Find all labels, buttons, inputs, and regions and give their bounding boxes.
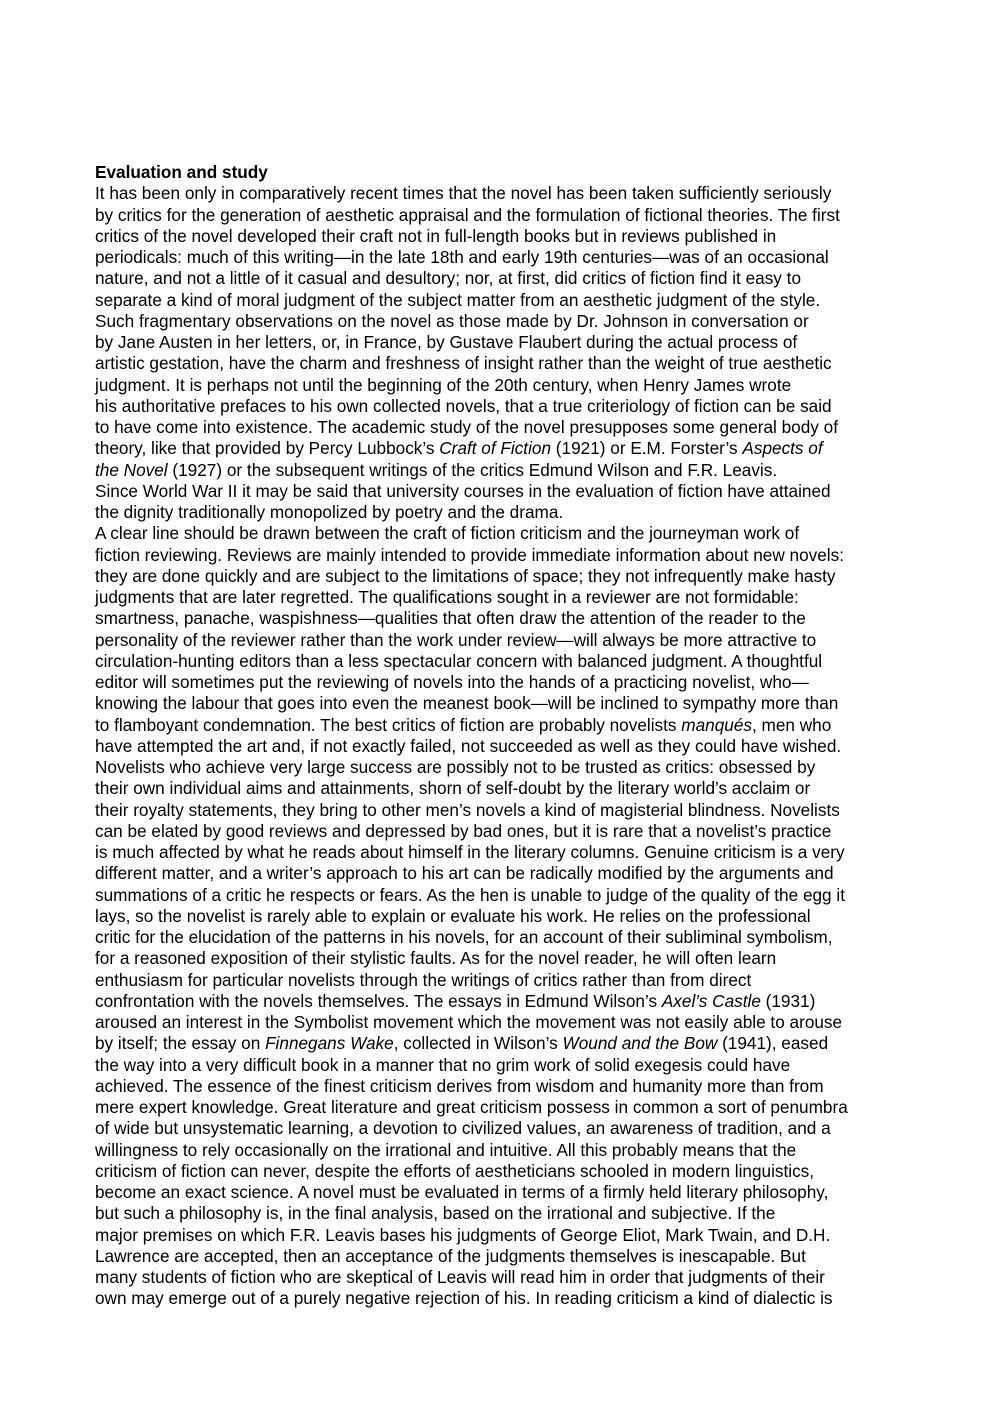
text-run: but such a philosophy is, in the final analysis, based on the irrational and subjective. If the [95,1203,776,1224]
text-run: by critics for the generation of aesthetic appraisal and the formulation of fictional theories. The first [95,204,840,225]
text-run: can be elated by good reviews and depressed by bad ones, but it is rare that a novelist’s practice [95,820,832,841]
text-line [95,502,925,523]
text-run: knowing the labour that goes into even the meanest book—will be inclined to sympathy more than [95,693,839,714]
text-line [95,906,925,927]
text-run: personality of the reviewer rather than the work under review—will always be more attractive to [95,629,817,650]
italic-title: Wound and the Bow [562,1033,718,1054]
text-run: smartness, panache, waspishness—qualities that often draw the attention of the reader to the [95,608,806,629]
text-run: willingness to rely occasionally on the irrational and intuitive. All this probably means that the [95,1139,797,1160]
text-run: of wide but unsystematic learning, a devotion to civilized values, an awareness of tradition, and a [95,1118,831,1139]
text-run: circulation-hunting editors than a less spectacular concern with balanced judgment. A thoughtful [95,650,823,671]
text-line [95,417,925,438]
text-line [95,1033,925,1054]
text-line [95,183,925,204]
text-run: mere expert knowledge. Great literature and great criticism possess in common a sort of penumbra [95,1097,848,1117]
text-run: editor will sometimes put the reviewing of novels into the hands of a practicing novelist, who— [95,672,809,692]
italic-title: Aspects of [742,438,823,459]
text-run: summations of a critic he respects or fears. As the hen is unable to judge of the quality of the egg it [95,884,845,905]
text-run: fiction reviewing. Reviews are mainly intended to provide immediate information about new novels: [95,544,844,565]
text-line [95,1182,925,1203]
italic-title: the Novel [95,459,168,480]
text-line [95,247,925,268]
text-run: by Jane Austen in her letters, or, in France, by Gustave Flaubert during the actual process of [95,332,798,352]
text-line [95,991,925,1012]
text-run: (1921) or E.M. Forster’s [551,438,743,459]
text-line [95,970,925,991]
text-run: critic for the elucidation of the patterns in his novels, for an account of their subliminal symbolism, [95,927,833,947]
text-line [95,460,925,481]
text-line [95,1097,925,1118]
text-line [95,1246,925,1267]
text-run: criticism of fiction can never, despite the efforts of aestheticians schooled in modern linguistics, [95,1160,815,1181]
text-run: lays, so the novelist is rarely able to explain or evaluate his work. He relies on the professional [95,905,811,926]
text-run: major premises on which F.R. Leavis bases his judgments of George Eliot, Mark Twain, and D.H. [95,1224,831,1245]
text-run: A clear line should be drawn between the craft of fiction criticism and the journeyman work of [95,523,800,544]
text-line [95,290,925,311]
text-run: Since World War II it may be said that university courses in the evaluation of fiction have attained [95,480,831,501]
text-line [95,268,925,289]
text-run: is much affected by what he reads about himself in the literary columns. Genuine criticism is a very [95,842,845,862]
text-line [95,885,925,906]
text-line [95,693,925,714]
text-run: Novelists who achieve very large success are possibly not to be trusted as critics: obsessed by [95,757,816,777]
text-run: to flamboyant condemnation. The best critics of fiction are probably novelists [95,714,682,735]
text-line [95,481,925,502]
text-line [95,587,925,608]
text-run: artistic gestation, have the charm and freshness of insight rather than the weight of true aesthetic [95,353,832,374]
document-page [95,162,925,1310]
text-line [95,1012,925,1033]
text-line [95,311,925,332]
text-run: critics of the novel developed their craft not in full-length books but in reviews published in [95,225,777,246]
italic-title: Finnegans Wake [265,1033,394,1054]
text-run: the way into a very difficult book in a manner that no grim work of solid exegesis could have [95,1054,791,1075]
text-run: , collected in Wilson’s [393,1033,563,1054]
text-line [95,1161,925,1182]
text-run: nature, and not a little of it casual and desultory; nor, at first, did critics of fiction find it easy to [95,268,802,289]
text-run: (1931) [760,990,816,1011]
text-run: periodicals: much of this writing—in the late 18th and early 19th centuries—was of an occasional [95,247,829,267]
text-run: the dignity traditionally monopolized by poetry and the drama. [95,502,564,522]
text-line [95,205,925,226]
text-run: It has been only in comparatively recent times that the novel has been taken sufficiently seriously [95,183,832,204]
text-line [95,608,925,629]
text-line [95,332,925,353]
text-run: enthusiasm for particular novelists through the writings of critics rather than from direct [95,969,752,990]
text-line [95,1118,925,1139]
text-line [95,821,925,842]
text-run: Such fragmentary observations on the novel as those made by Dr. Johnson in conversation or [95,310,809,331]
text-line [95,1140,925,1161]
text-line [95,778,925,799]
text-run: (1941), eased [717,1033,829,1054]
text-line [95,523,925,544]
text-line [95,800,925,821]
italic-title: manqués [681,714,752,735]
text-line [95,630,925,651]
text-run: , men who [752,714,832,735]
text-line [95,566,925,587]
text-run: have attempted the art and, if not exactly failed, not succeeded as well as they could have wished. [95,735,842,756]
text-line [95,927,925,948]
text-run: judgments that are later regretted. The qualifications sought in a reviewer are not formidable: [95,587,799,607]
text-line [95,715,925,736]
italic-title: Axel’s Castle [661,990,761,1011]
text-line [95,1076,925,1097]
text-run: achieved. The essence of the finest criticism derives from wisdom and humanity more than from [95,1075,824,1096]
text-run: theory, like that provided by Percy Lubbock’s [95,438,440,459]
text-run: many students of fiction who are skeptical of Leavis will read him in order that judgments of their [95,1267,825,1287]
text-line [95,438,925,459]
text-run: become an exact science. A novel must be evaluated in terms of a firmly held literary philosophy, [95,1182,829,1202]
text-line [95,353,925,374]
text-run: their own individual aims and attainments, shorn of self-doubt by the literary world’s acclaim or [95,778,811,799]
text-line [95,1225,925,1246]
text-line [95,948,925,969]
body-text [95,183,925,1309]
text-run: separate a kind of moral judgment of the subject matter from an aesthetic judgment of the style. [95,289,821,310]
text-line [95,1055,925,1076]
text-line [95,651,925,672]
text-line [95,672,925,693]
text-run: for a reasoned exposition of their stylistic faults. As for the novel reader, he will often learn [95,948,777,969]
text-run: aroused an interest in the Symbolist movement which the movement was not easily able to arouse [95,1012,843,1032]
text-line [95,396,925,417]
text-run: judgment. It is perhaps not until the beginning of the 20th century, when Henry James wrote [95,374,792,395]
text-run: (1927) or the subsequent writings of the critics Edmund Wilson and F.R. Leavis. [167,459,778,480]
text-run: to have come into existence. The academic study of the novel presupposes some general body of [95,417,839,437]
text-line [95,1288,925,1309]
text-line [95,757,925,778]
text-run: confrontation with the novels themselves. The essays in Edmund Wilson’s [95,990,662,1011]
text-run: by itself; the essay on [95,1033,266,1054]
text-line [95,1203,925,1224]
text-run: Lawrence are accepted, then an acceptance of the judgments themselves is inescapable. But [95,1245,806,1266]
text-line [95,375,925,396]
text-run: own may emerge out of a purely negative rejection of his. In reading criticism a kind of dialectic is [95,1288,833,1309]
text-line [95,226,925,247]
text-run: different matter, and a writer’s approach to his art can be radically modified by the arguments and [95,863,834,884]
text-line [95,1267,925,1288]
text-run: his authoritative prefaces to his own collected novels, that a true criteriology of fiction can be said [95,395,832,416]
italic-title: Craft of Fiction [439,438,552,459]
text-line [95,736,925,757]
section-heading: Evaluation and study [95,162,268,182]
text-run: they are done quickly and are subject to the limitations of space; they not infrequently make hasty [95,565,836,586]
text-line [95,863,925,884]
text-line [95,842,925,863]
text-line [95,545,925,566]
text-run: their royalty statements, they bring to other men’s novels a kind of magisterial blindness. Novelists [95,799,840,820]
